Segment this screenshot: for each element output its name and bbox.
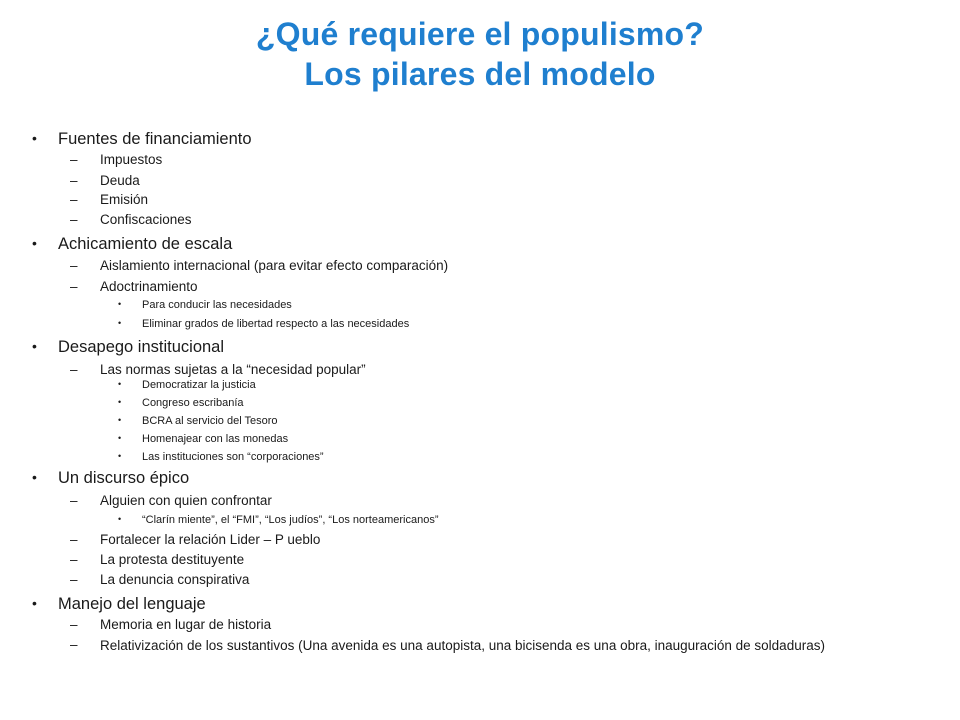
bullet-marker: • — [32, 130, 37, 146]
dash-marker: – — [70, 617, 78, 632]
bullet-text: Las normas sujetas a la “necesidad popular” — [100, 362, 366, 377]
bullet-marker: • — [32, 338, 37, 354]
dash-marker: – — [70, 493, 78, 508]
bullet-marker: • — [118, 299, 122, 309]
bullet-marker: • — [118, 514, 122, 524]
bullet-text: La denuncia conspirativa — [100, 572, 250, 587]
bullet-text: Alguien con quien confrontar — [100, 493, 272, 508]
bullet-marker: • — [118, 379, 122, 389]
bullet-marker: • — [118, 415, 122, 425]
bullet-text: Achicamiento de escala — [58, 235, 233, 253]
bullet-marker: • — [118, 451, 122, 461]
bullet-text: BCRA al servicio del Tesoro — [142, 415, 278, 427]
bullet-text: Homenajear con las monedas — [142, 433, 289, 445]
dash-marker: – — [70, 532, 78, 547]
dash-marker: – — [70, 212, 78, 227]
bullet-text: Deuda — [100, 173, 140, 188]
dash-marker: – — [70, 192, 78, 207]
dash-marker: – — [70, 552, 78, 567]
bullet-text: La protesta destituyente — [100, 552, 245, 567]
bullet-text: Democratizar la justicia — [142, 379, 256, 391]
title-line-1: ¿Qué requiere el populismo? — [255, 16, 705, 52]
slide-title — [0, 14, 960, 94]
bullet-text: Relativización de los sustantivos (Una avenida es una autopista, una bicisenda es una obra, inauguración de soldaduras) — [100, 638, 825, 653]
bullet-text: Para conducir las necesidades — [142, 299, 292, 311]
bullet-marker: • — [32, 595, 37, 611]
bullet-marker: • — [118, 318, 122, 328]
bullet-text: Impuestos — [100, 152, 163, 167]
bullet-text: Eliminar grados de libertad respecto a las necesidades — [142, 318, 410, 330]
bullet-text: Fortalecer la relación Lider – P ueblo — [100, 532, 321, 547]
dash-marker: – — [70, 637, 78, 652]
dash-marker: – — [70, 572, 78, 587]
bullet-text: “Clarín miente”, el “FMI”, “Los judíos”, “Los norteamericanos” — [142, 514, 439, 526]
title-line-2: Los pilares del modelo — [304, 56, 656, 92]
bullet-marker: • — [118, 397, 122, 407]
bullet-marker: • — [32, 469, 37, 485]
bullet-text: Fuentes de financiamiento — [58, 130, 252, 148]
dash-marker: – — [70, 152, 78, 167]
bullet-text: Manejo del lenguaje — [58, 595, 206, 613]
dash-marker: – — [70, 279, 78, 294]
bullet-text: Adoctrinamiento — [100, 279, 198, 294]
bullet-text: Aislamiento internacional (para evitar efecto comparación) — [100, 258, 449, 273]
bullet-marker: • — [32, 235, 37, 251]
bullet-text: Desapego institucional — [58, 338, 225, 356]
bullet-text: Congreso escribanía — [142, 397, 244, 409]
bullet-text: Memoria en lugar de historia — [100, 617, 272, 632]
dash-marker: – — [70, 173, 78, 188]
bullet-marker: • — [118, 433, 122, 443]
bullet-text: Emisión — [100, 192, 149, 207]
dash-marker: – — [70, 258, 78, 273]
bullet-text: Las instituciones son “corporaciones” — [142, 451, 324, 463]
dash-marker: – — [70, 362, 78, 377]
bullet-text: Un discurso épico — [58, 469, 190, 487]
bullet-text: Confiscaciones — [100, 212, 192, 227]
